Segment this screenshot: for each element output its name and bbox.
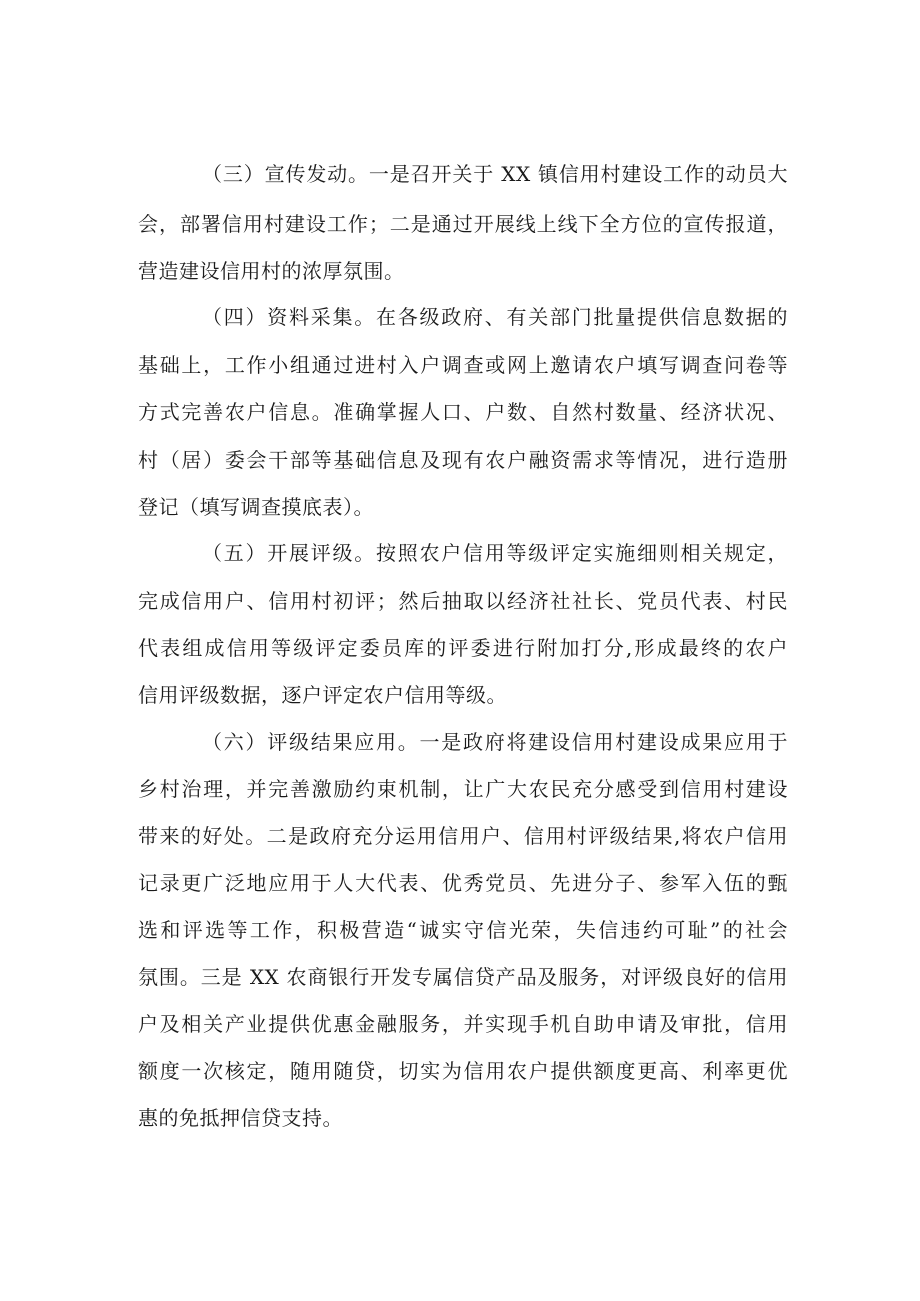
paragraph-5-line-4: 信用评级数据，逐户评定农户信用等级。: [138, 683, 507, 707]
paragraph-6-line-6: 氛围。三是 XX 农商银行开发专属信贷产品及服务，对评级良好的信用: [138, 965, 788, 989]
paragraph-6-line-3: 带来的好处。二是政府充分运用信用户、信用村评级结果,将农户信用: [138, 824, 788, 848]
paragraph-5-line-1: （五）开展评级。按照农户信用等级评定实施细则相关规定，: [202, 541, 788, 565]
paragraph-6-line-4: 记录更广泛地应用于人大代表、优秀党员、先进分子、参军入伍的甄: [138, 871, 788, 895]
paragraph-4-line-1: （四）资料采集。在各级政府、有关部门批量提供信息数据的: [202, 305, 788, 329]
paragraph-6-line-2: 乡村治理，并完善激励约束机制，让广大农民充分感受到信用村建设: [138, 777, 788, 801]
paragraph-6-line-8: 额度一次核定，随用随贷，切实为信用农户提供额度更高、利率更优: [138, 1059, 788, 1083]
paragraph-3-line-2: 会，部署信用村建设工作；二是通过开展线上线下全方位的宣传报道，: [138, 212, 788, 236]
paragraph-4-line-3: 方式完善农户信息。准确掌握人口、户数、自然村数量、经济状况、: [138, 400, 788, 424]
paragraph-6-line-1: （六）评级结果应用。一是政府将建设信用村建设成果应用于: [202, 730, 788, 754]
paragraph-3-line-1: （三）宣传发动。一是召开关于 XX 镇信用村建设工作的动员大: [202, 162, 788, 186]
paragraph-6-line-5: 选和评选等工作，积极营造“诚实守信光荣，失信违约可耻”的社会: [138, 918, 788, 942]
paragraph-4-line-4: 村（居）委会干部等基础信息及现有农户融资需求等情况，进行造册: [138, 448, 788, 472]
paragraph-3-line-3: 营造建设信用村的浓厚氛围。: [138, 259, 405, 283]
paragraph-4-line-2: 基础上，工作小组通过进村入户调查或网上邀请农户填写调查问卷等: [138, 353, 788, 377]
paragraph-6-line-7: 户及相关产业提供优惠金融服务，并实现手机自助申请及审批，信用: [138, 1012, 788, 1036]
paragraph-4-line-5: 登记（填写调查摸底表）。: [138, 495, 374, 519]
paragraph-5-line-3: 代表组成信用等级评定委员库的评委进行附加打分,形成最终的农户: [138, 636, 788, 660]
paragraph-6-line-9: 惠的免抵押信贷支持。: [138, 1106, 343, 1130]
paragraph-5-line-2: 完成信用户、信用村初评；然后抽取以经济社社长、党员代表、村民: [138, 589, 788, 613]
